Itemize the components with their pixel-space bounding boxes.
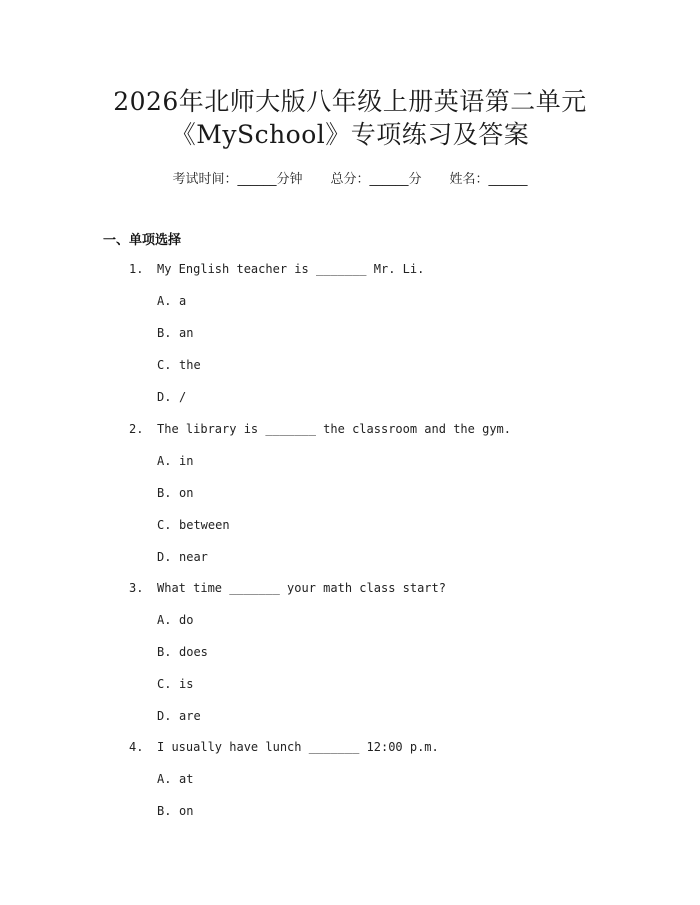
question-4 [129,740,439,754]
question-3-option-a [157,613,193,627]
option-text: do [179,613,194,627]
question-1-option-a [157,294,186,308]
option-text: an [179,326,194,340]
question-number: 1. [129,262,144,276]
question-text: What time _______ your math class start? [157,581,446,595]
question-text: The library is _______ the classroom and the gym. [157,422,512,436]
option-text: are [179,709,201,723]
option-letter: D. [157,550,172,564]
option-letter: A. [157,772,172,786]
question-2-option-c [157,518,230,532]
option-letter: A. [157,454,172,468]
option-letter: C. [157,358,172,372]
question-3-option-b [157,645,208,659]
question-4-option-a [157,772,193,786]
option-text: on [179,804,194,818]
option-letter: B. [157,326,172,340]
option-text: at [179,772,194,786]
option-text: in [179,454,194,468]
exam-info [0,168,700,187]
question-number: 2. [129,422,144,436]
option-letter: A. [157,294,172,308]
option-letter: C. [157,518,172,532]
question-4-option-b [157,804,193,818]
question-2-option-d [157,550,208,564]
question-3 [129,581,446,595]
option-text: between [179,518,230,532]
option-text: a [179,294,187,308]
question-2-option-a [157,454,193,468]
option-letter: B. [157,804,172,818]
exam-time-field: 考试时间：______分钟 [172,172,303,187]
option-text: the [179,358,201,372]
section-heading: 一、单项选择 [103,233,182,248]
option-letter: C. [157,677,172,691]
option-letter: B. [157,486,172,500]
option-letter: D. [157,709,172,723]
question-1-option-c [157,358,201,372]
question-1-option-d [157,390,186,404]
question-1 [129,262,424,276]
question-text: My English teacher is _______ Mr. Li. [157,262,425,276]
question-2-option-b [157,486,193,500]
document-title-line-1: 2026年北师大版八年级上册英语第二单元 [113,87,587,116]
option-text: is [179,677,194,691]
option-text: / [179,390,187,404]
student-name-field: 姓名：______ [449,172,528,187]
option-letter: B. [157,645,172,659]
document-title-line-2: 《MySchool》专项练习及答案 [170,120,530,149]
option-letter: A. [157,613,172,627]
question-2 [129,422,511,436]
option-text: on [179,486,194,500]
question-number: 3. [129,581,144,595]
question-text: I usually have lunch _______ 12:00 p.m. [157,740,439,754]
option-letter: D. [157,390,172,404]
question-3-option-d [157,709,201,723]
question-number: 4. [129,740,144,754]
question-1-option-b [157,326,193,340]
option-text: near [179,550,208,564]
question-3-option-c [157,677,193,691]
option-text: does [179,645,208,659]
total-score-field: 总分：______分 [330,172,422,187]
